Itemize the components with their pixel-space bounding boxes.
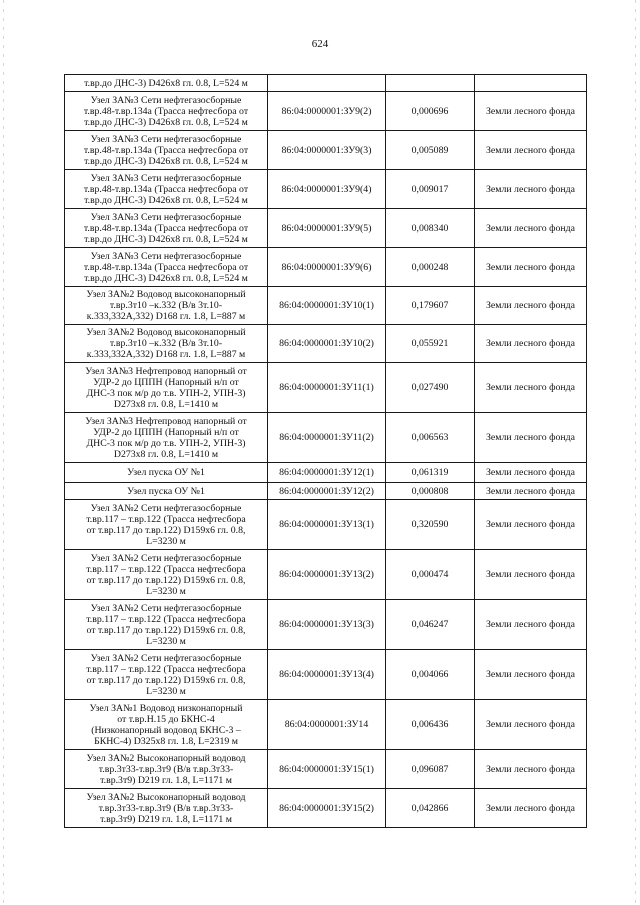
object-name-line: (Низконапорный водовод БКНС-3 – — [91, 724, 241, 736]
land-category-cell: Земли лесного фонда — [475, 750, 587, 789]
land-category-cell: Земли лесного фонда — [475, 170, 587, 209]
object-name-line: Узел ЗА№2 Сети нефтегазосборные — [90, 602, 242, 614]
object-name-line: т.вр.до ДНС-3) D426х8 гл. 0.8, L=524 м — [84, 194, 248, 206]
object-name-cell — [65, 750, 268, 789]
object-name-line: т.вр.48-т.вр.134а (Трасса нефтесбора от — [83, 183, 249, 195]
object-name-cell — [65, 75, 268, 92]
object-name-line: Узел ЗА№3 Сети нефтегазосборные — [90, 172, 242, 184]
table-row — [65, 700, 587, 750]
area-cell — [386, 75, 475, 92]
table-row — [65, 483, 587, 500]
object-name-line: Узел ЗА№2 Сети нефтегазосборные — [90, 502, 242, 514]
land-category-cell: Земли лесного фонда — [475, 483, 587, 500]
object-name-line: Узел ЗА№3 Нефтепровод напорный от — [85, 415, 247, 427]
land-category-cell — [475, 75, 587, 92]
object-name-line: ДНС-3 пок м/р до т.в. УПН-2, УПН-3) — [86, 437, 246, 449]
object-name-line: Узел ЗА№1 Водовод низконапорный — [89, 702, 243, 714]
object-name-cell — [65, 700, 268, 750]
object-name-line: Узел ЗА№2 Сети нефтегазосборные — [90, 552, 242, 564]
object-name-cell — [65, 170, 268, 209]
object-name-line: ДНС-3 пок м/р до т.в. УПН-2, УПН-3) — [86, 387, 246, 399]
object-name-line: L=3230 м — [146, 685, 186, 697]
scan-edge-left — [3, 0, 4, 905]
land-category-cell: Земли лесного фонда — [475, 92, 587, 131]
land-category-cell: Земли лесного фонда — [475, 325, 587, 363]
table-row — [65, 363, 587, 413]
object-name-line: Узел ЗА№3 Сети нефтегазосборные — [90, 250, 242, 262]
object-name-cell — [65, 789, 268, 828]
cadastral-number-cell: 86:04:0000001:ЗУ9(4) — [268, 170, 386, 209]
object-name-line: т.вр.117 – т.вр.122 (Трасса нефтесбора — [86, 613, 246, 625]
table-row — [65, 550, 587, 600]
object-name-line: т.вр.117 – т.вр.122 (Трасса нефтесбора — [86, 563, 246, 575]
area-cell: 0,008340 — [386, 209, 475, 248]
table-row — [65, 463, 587, 483]
object-name-line: L=3230 м — [146, 535, 186, 547]
cadastral-number-cell — [268, 75, 386, 92]
object-name-line: L=3230 м — [146, 635, 186, 647]
table-row — [65, 750, 587, 789]
cadastral-number-cell: 86:04:0000001:ЗУ13(4) — [268, 650, 386, 700]
object-name-cell — [65, 92, 268, 131]
object-name-line: т.вр.48-т.вр.134а (Трасса нефтесбора от — [83, 261, 249, 273]
object-name-line: L=3230 м — [146, 585, 186, 597]
land-category-cell: Земли лесного фонда — [475, 413, 587, 463]
land-category-cell: Земли лесного фонда — [475, 287, 587, 325]
object-name-line: D273х8 гл. 0.8, L=1410 м — [113, 398, 219, 410]
object-name-line: Узел ЗА№2 Высоконапорный водовод — [86, 752, 246, 764]
cadastral-number-cell: 86:04:0000001:ЗУ9(5) — [268, 209, 386, 248]
object-name-line: УДР-2 до ЦППН (Напорный н/п от — [93, 376, 239, 388]
object-name-cell — [65, 600, 268, 650]
object-name-line: т.вр.3т9) D219 гл. 1.8, L=1171 м — [100, 774, 232, 786]
object-name-line: к.333,332А,332) D168 гл. 1.8, L=887 м — [86, 311, 246, 322]
object-name-line: от т.вр.117 до т.вр.122) D159х6 гл. 0.8, — [86, 624, 246, 636]
object-name-cell — [65, 500, 268, 550]
cadastral-number-cell: 86:04:0000001:ЗУ12(1) — [268, 463, 386, 483]
table-row — [65, 413, 587, 463]
object-name-cell — [65, 325, 268, 363]
table-row — [65, 75, 587, 92]
page-number: 624 — [311, 38, 329, 50]
cadastral-number-cell: 86:04:0000001:ЗУ13(1) — [268, 500, 386, 550]
object-name-line: т.вр.117 – т.вр.122 (Трасса нефтесбора — [86, 663, 246, 675]
object-name-line: т.вр.до ДНС-3) D426х8 гл. 0.8, L=524 м — [84, 233, 248, 245]
object-name-line: Узел ЗА№3 Сети нефтегазосборные — [90, 94, 242, 106]
object-name-line: т.вр.до ДНС-3) D426х8 гл. 0.8, L=524 м — [84, 116, 248, 128]
object-name-line: т.вр.до ДНС-3) D426х8 гл. 0.8, L=524 м — [84, 272, 248, 284]
table-row — [65, 170, 587, 209]
object-name-line: Узел ЗА№2 Сети нефтегазосборные — [90, 652, 242, 664]
table-row — [65, 131, 587, 170]
object-name-cell — [65, 131, 268, 170]
cadastral-number-cell: 86:04:0000001:ЗУ9(2) — [268, 92, 386, 131]
object-name-line: Узел ЗА№3 Сети нефтегазосборные — [90, 211, 242, 223]
table-row — [65, 287, 587, 325]
object-name-line: от т.вр.117 до т.вр.122) D159х6 гл. 0.8, — [86, 524, 246, 536]
land-category-cell: Земли лесного фонда — [475, 789, 587, 828]
object-name-line: т.вр.3т33-т.вр.3т9 (В/в т.вр.3т33- — [98, 763, 234, 775]
land-category-cell: Земли лесного фонда — [475, 209, 587, 248]
object-name-line: от т.вр.117 до т.вр.122) D159х6 гл. 0.8, — [86, 574, 246, 586]
object-name-line: т.вр.до ДНС-3) D426х8 гл. 0.8, L=524 м — [84, 77, 248, 89]
area-cell: 0,061319 — [386, 463, 475, 483]
cadastral-number-cell: 86:04:0000001:ЗУ12(2) — [268, 483, 386, 500]
object-name-cell — [65, 550, 268, 600]
table-row — [65, 92, 587, 131]
area-cell: 0,179607 — [386, 287, 475, 325]
object-name-line: D273х8 гл. 0.8, L=1410 м — [113, 448, 219, 460]
land-category-cell: Земли лесного фонда — [475, 463, 587, 483]
cadastral-number-cell: 86:04:0000001:ЗУ9(3) — [268, 131, 386, 170]
object-name-line: Узел ЗА№3 Сети нефтегазосборные — [90, 133, 242, 145]
cadastral-number-cell: 86:04:0000001:ЗУ15(2) — [268, 789, 386, 828]
object-name-line: Узел пуска ОУ №1 — [127, 467, 205, 478]
object-name-line: т.вр.3т10 –к.332 (В/в 3т.10- — [109, 338, 223, 349]
cadastral-number-cell: 86:04:0000001:ЗУ11(2) — [268, 413, 386, 463]
area-cell: 0,055921 — [386, 325, 475, 363]
cadastral-number-cell: 86:04:0000001:ЗУ13(2) — [268, 550, 386, 600]
object-name-cell — [65, 483, 268, 500]
area-cell: 0,004066 — [386, 650, 475, 700]
object-name-line: к.333,332А,332) D168 гл. 1.8, L=887 м — [86, 349, 246, 360]
object-name-line: БКНС-4) D325х8 гл. 1.8, L=2319 м — [94, 735, 238, 747]
area-cell: 0,000248 — [386, 248, 475, 287]
cadastral-number-cell: 86:04:0000001:ЗУ14 — [268, 700, 386, 750]
object-name-cell — [65, 413, 268, 463]
table-row — [65, 500, 587, 550]
object-name-cell — [65, 363, 268, 413]
object-name-line: от т.вр.Н.15 до БКНС-4 — [117, 713, 215, 725]
land-category-cell: Земли лесного фонда — [475, 600, 587, 650]
land-category-cell: Земли лесного фонда — [475, 650, 587, 700]
object-name-line: Узел ЗА№3 Нефтепровод напорный от — [85, 365, 247, 377]
cadastral-number-cell: 86:04:0000001:ЗУ15(1) — [268, 750, 386, 789]
cadastral-number-cell: 86:04:0000001:ЗУ9(6) — [268, 248, 386, 287]
object-name-line: т.вр.117 – т.вр.122 (Трасса нефтесбора — [86, 513, 246, 525]
area-cell: 0,000808 — [386, 483, 475, 500]
object-name-line: т.вр.3т33-т.вр.3т9 (В/в т.вр.3т33- — [98, 802, 234, 814]
area-cell: 0,000474 — [386, 550, 475, 600]
table-row — [65, 600, 587, 650]
object-name-cell — [65, 248, 268, 287]
object-name-cell — [65, 287, 268, 325]
area-cell: 0,009017 — [386, 170, 475, 209]
object-name-cell — [65, 650, 268, 700]
area-cell: 0,096087 — [386, 750, 475, 789]
object-name-line: от т.вр.117 до т.вр.122) D159х6 гл. 0.8, — [86, 674, 246, 686]
table-row — [65, 248, 587, 287]
area-cell: 0,006563 — [386, 413, 475, 463]
object-name-cell — [65, 463, 268, 483]
land-category-cell: Земли лесного фонда — [475, 248, 587, 287]
area-cell: 0,046247 — [386, 600, 475, 650]
land-plots-table — [64, 74, 587, 828]
area-cell: 0,005089 — [386, 131, 475, 170]
scan-edge-right — [635, 0, 636, 905]
object-name-line: т.вр.48-т.вр.134а (Трасса нефтесбора от — [83, 105, 249, 117]
table-row — [65, 789, 587, 828]
area-cell: 0,042866 — [386, 789, 475, 828]
object-name-line: т.вр.48-т.вр.134а (Трасса нефтесбора от — [83, 222, 249, 234]
table-row — [65, 650, 587, 700]
area-cell: 0,006436 — [386, 700, 475, 750]
cadastral-number-cell: 86:04:0000001:ЗУ10(1) — [268, 287, 386, 325]
object-name-line: Узел ЗА№2 Водовод высоконапорный — [86, 289, 246, 300]
object-name-line: УДР-2 до ЦППН (Напорный н/п от — [93, 426, 239, 438]
land-category-cell: Земли лесного фонда — [475, 500, 587, 550]
object-name-line: т.вр.до ДНС-3) D426х8 гл. 0.8, L=524 м — [84, 155, 248, 167]
object-name-line: т.вр.48-т.вр.134а (Трасса нефтесбора от — [83, 144, 249, 156]
area-cell: 0,000696 — [386, 92, 475, 131]
object-name-line: т.вр.3т10 –к.332 (В/в 3т.10- — [109, 300, 223, 311]
object-name-cell — [65, 209, 268, 248]
land-category-cell: Земли лесного фонда — [475, 550, 587, 600]
area-cell: 0,320590 — [386, 500, 475, 550]
table-row — [65, 325, 587, 363]
cadastral-number-cell: 86:04:0000001:ЗУ10(2) — [268, 325, 386, 363]
object-name-line: т.вр.3т9) D219 гл. 1.8, L=1171 м — [100, 813, 232, 825]
table-row — [65, 209, 587, 248]
land-category-cell: Земли лесного фонда — [475, 131, 587, 170]
land-category-cell: Земли лесного фонда — [475, 700, 587, 750]
object-name-line: Узел пуска ОУ №1 — [127, 485, 205, 497]
object-name-line: Узел ЗА№2 Высоконапорный водовод — [86, 791, 246, 803]
cadastral-number-cell: 86:04:0000001:ЗУ13(3) — [268, 600, 386, 650]
object-name-line: Узел ЗА№2 Водовод высоконапорный — [86, 327, 246, 338]
land-category-cell: Земли лесного фонда — [475, 363, 587, 413]
cadastral-number-cell: 86:04:0000001:ЗУ11(1) — [268, 363, 386, 413]
table-body — [65, 75, 587, 828]
area-cell: 0,027490 — [386, 363, 475, 413]
